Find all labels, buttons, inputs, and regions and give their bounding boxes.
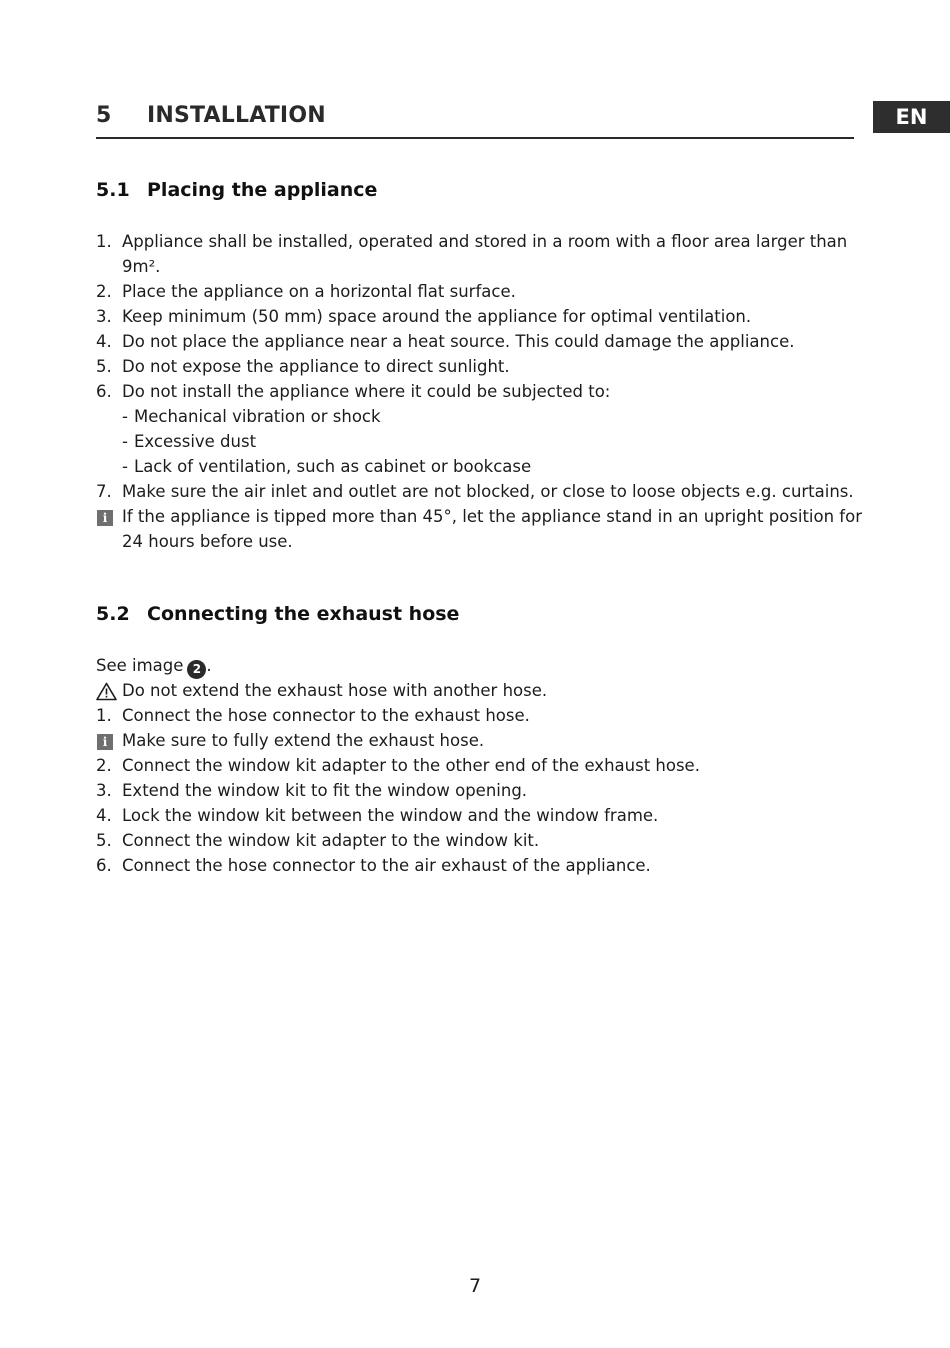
warning-triangle-icon [96, 682, 117, 701]
note-text: If the appliance is tipped more than 45°, let the appliance stand in an upright position for [122, 507, 862, 526]
list-marker: 4. [96, 332, 112, 351]
list-marker: 5. [96, 831, 112, 850]
list-text: Do not place the appliance near a heat source. This could damage the appliance. [122, 332, 795, 351]
list-text: Do not install the appliance where it could be subjected to: [122, 382, 611, 401]
list-marker: 1. [96, 232, 112, 251]
list-marker: 1. [96, 706, 112, 725]
image-number-badge: 2 [187, 660, 206, 679]
warning-text: Do not extend the exhaust hose with another hose. [122, 681, 548, 700]
dash-marker: - [122, 457, 128, 476]
page-number: 7 [468, 1275, 482, 1297]
list-marker: 7. [96, 482, 112, 501]
list-text: Connect the hose connector to the exhaust hose. [122, 706, 530, 725]
list-text: Connect the window kit adapter to the other end of the exhaust hose. [122, 756, 700, 775]
list-marker: 2. [96, 282, 112, 301]
sub-list-text: Mechanical vibration or shock [134, 407, 381, 426]
list-text: Do not expose the appliance to direct sunlight. [122, 357, 510, 376]
section-title: Connecting the exhaust hose [147, 603, 460, 625]
info-icon: i [97, 734, 113, 750]
list-marker: 3. [96, 781, 112, 800]
list-text: Appliance shall be installed, operated and stored in a room with a floor area larger than [122, 232, 848, 251]
note-text: Make sure to fully extend the exhaust hose. [122, 731, 485, 750]
list-text: 9m². [122, 257, 161, 276]
list-text: Connect the window kit adapter to the window kit. [122, 831, 540, 850]
section-number: 5.2 [96, 603, 130, 625]
list-marker: 2. [96, 756, 112, 775]
list-text: Place the appliance on a horizontal flat surface. [122, 282, 516, 301]
sub-list-text: Lack of ventilation, such as cabinet or bookcase [134, 457, 532, 476]
list-text: Extend the window kit to fit the window opening. [122, 781, 528, 800]
list-text: Lock the window kit between the window and the window frame. [122, 806, 659, 825]
dash-marker: - [122, 407, 128, 426]
language-tab: EN [873, 101, 950, 133]
note-text: 24 hours before use. [122, 532, 293, 551]
list-text: Make sure the air inlet and outlet are not blocked, or close to loose objects e.g. curtains. [122, 482, 854, 501]
dash-marker: - [122, 432, 128, 451]
list-text: Keep minimum (50 mm) space around the appliance for optimal ventilation. [122, 307, 752, 326]
image-reference [96, 654, 876, 679]
section-number: 5.1 [96, 179, 130, 201]
list-marker: 3. [96, 307, 112, 326]
list-marker: 6. [96, 382, 112, 401]
list-marker: 4. [96, 806, 112, 825]
sub-list-text: Excessive dust [134, 432, 257, 451]
list-marker: 6. [96, 856, 112, 875]
chapter-number: 5 [96, 103, 112, 128]
chapter-title: INSTALLATION [147, 103, 326, 128]
see-image-text: See image [96, 656, 184, 675]
chapter-heading [96, 101, 854, 139]
period: . [206, 656, 212, 675]
section-title: Placing the appliance [147, 179, 378, 201]
list-text: Connect the hose connector to the air exhaust of the appliance. [122, 856, 651, 875]
info-icon: i [97, 510, 113, 526]
list-marker: 5. [96, 357, 112, 376]
